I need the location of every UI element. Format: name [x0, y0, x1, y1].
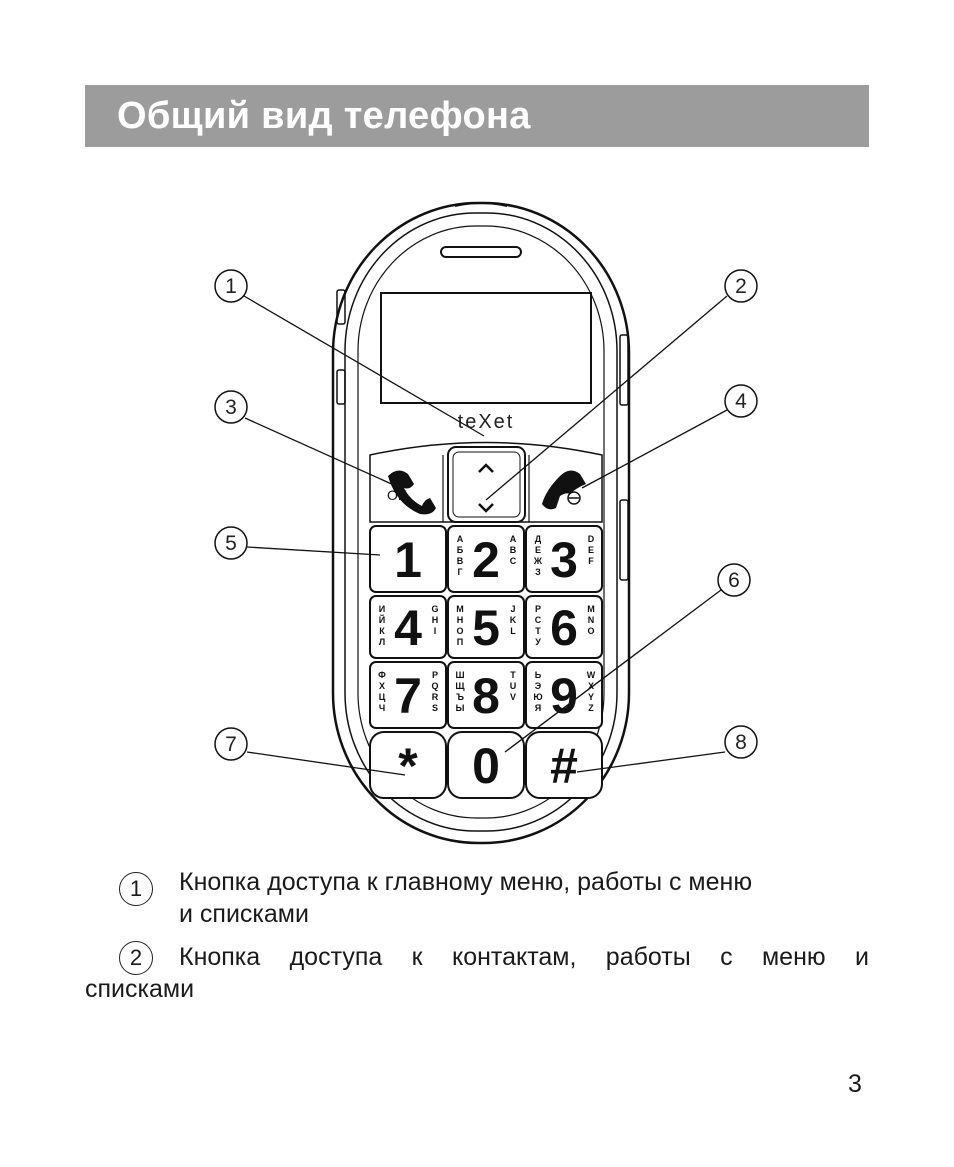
key-letters-cyrillic: Ц — [378, 692, 386, 702]
callout-number: 5 — [225, 532, 237, 555]
key-letters-cyrillic: К — [379, 626, 385, 636]
key-letters-cyrillic: Т — [535, 626, 541, 636]
key-letters-latin: J — [510, 604, 516, 614]
key-letters-latin: P — [431, 670, 439, 680]
callout-number: 3 — [225, 396, 237, 419]
key-0[interactable] — [448, 732, 524, 798]
key-letters-cyrillic: Ь — [534, 670, 542, 680]
key-letters-cyrillic: Н — [456, 615, 464, 625]
key-letters-cyrillic: Д — [534, 534, 542, 544]
callout-4 — [725, 385, 757, 417]
key-letters-cyrillic: Я — [534, 703, 542, 713]
callout-number: 7 — [225, 733, 237, 756]
key-digit: 3 — [550, 532, 578, 588]
callout-number: 4 — [735, 390, 747, 413]
key-letters-latin: M — [587, 604, 595, 614]
key-1[interactable] — [370, 526, 446, 592]
callout-number: 8 — [735, 731, 747, 754]
key-letters-latin: W — [586, 670, 596, 680]
key-letters-latin: X — [587, 681, 595, 691]
key-letters-cyrillic: Ш — [455, 670, 465, 680]
key-5[interactable] — [448, 596, 524, 658]
callout-2 — [725, 270, 757, 302]
key-letters-cyrillic: А — [456, 534, 464, 544]
key-letters-latin: F — [588, 556, 594, 566]
screen — [381, 293, 591, 403]
key-letters-latin: A — [509, 534, 517, 544]
key-hash[interactable] — [526, 732, 602, 798]
key-letters-cyrillic: Ю — [533, 692, 543, 702]
keypad — [370, 526, 602, 798]
key-letters-cyrillic: Р — [534, 604, 542, 614]
ok-label: OK — [387, 487, 408, 503]
key-digit: 1 — [394, 532, 422, 588]
key-letters-cyrillic: Ы — [455, 703, 465, 713]
key-letters-latin: Y — [587, 692, 595, 702]
key-letters-latin: O — [587, 626, 595, 636]
key-letters-latin: C — [509, 556, 517, 566]
key-digit: 9 — [550, 668, 578, 724]
callout-6 — [718, 564, 750, 596]
description-line: списками — [85, 975, 195, 1003]
key-letters-latin: N — [587, 615, 595, 625]
key-letters-cyrillic: М — [456, 604, 464, 614]
key-digit: # — [550, 738, 578, 794]
key-letters-cyrillic: П — [456, 637, 464, 647]
key-letters-cyrillic: Л — [378, 637, 386, 647]
key-digit: 5 — [472, 600, 500, 656]
key-star[interactable] — [370, 732, 446, 798]
key-letters-cyrillic: Э — [534, 681, 542, 691]
key-digit: 2 — [472, 532, 500, 588]
description-line: Кнопка доступа к главному меню, работы с меню — [179, 868, 753, 896]
key-digit: 7 — [394, 668, 422, 724]
key-letters-cyrillic: Ъ — [456, 692, 464, 702]
description-number: 2 — [119, 941, 153, 975]
key-letters-latin: Q — [431, 681, 439, 691]
key-letters-cyrillic: О — [456, 626, 464, 636]
key-letters-latin: L — [510, 626, 516, 636]
key-letters-cyrillic: Ж — [533, 556, 543, 566]
key-letters-latin: U — [509, 681, 517, 691]
callout-1 — [215, 270, 247, 302]
key-letters-cyrillic: Ч — [378, 703, 386, 713]
key-letters-cyrillic: З — [535, 567, 541, 577]
key-digit: 8 — [472, 668, 500, 724]
key-3[interactable] — [526, 526, 602, 592]
key-letters-latin: K — [509, 615, 517, 625]
key-letters-cyrillic: С — [534, 615, 542, 625]
key-letters-cyrillic: И — [378, 604, 386, 614]
key-2[interactable] — [448, 526, 524, 592]
key-letters-latin: B — [509, 545, 517, 555]
description-line: и списками — [179, 900, 309, 928]
key-letters-latin: V — [509, 692, 517, 702]
callout-8 — [725, 726, 757, 758]
callout-number: 2 — [735, 275, 747, 298]
callout-number: 6 — [728, 569, 740, 592]
section-title: Общий вид телефона — [117, 95, 531, 137]
key-letters-cyrillic: Х — [378, 681, 386, 691]
callout-5 — [215, 527, 247, 559]
description-number: 1 — [119, 872, 153, 906]
key-9[interactable] — [526, 662, 602, 728]
key-digit: 0 — [472, 738, 500, 794]
key-letters-cyrillic: Ф — [378, 670, 386, 680]
key-letters-cyrillic: У — [535, 637, 541, 647]
callout-number: 1 — [225, 275, 237, 298]
key-letters-latin: S — [431, 703, 439, 713]
key-digit: * — [398, 738, 418, 794]
key-letters-cyrillic: Й — [378, 615, 386, 625]
key-letters-cyrillic: Е — [534, 545, 542, 555]
key-letters-cyrillic: Б — [456, 545, 464, 555]
key-letters-cyrillic: Г — [457, 567, 463, 577]
key-letters-latin: T — [510, 670, 516, 680]
key-letters-latin: G — [431, 604, 439, 614]
key-7[interactable] — [370, 662, 446, 728]
page-number: 3 — [848, 1070, 862, 1098]
brand-logo: teXet — [457, 411, 515, 433]
callout-7 — [215, 728, 247, 760]
key-letters-latin: D — [587, 534, 595, 544]
key-letters-cyrillic: В — [456, 556, 464, 566]
key-letters-latin: E — [587, 545, 595, 555]
key-letters-latin: Z — [588, 703, 594, 713]
description-line: Кнопка доступа к контактам, работы с меню и — [179, 943, 869, 971]
key-letters-latin: I — [433, 626, 437, 636]
key-8[interactable] — [448, 662, 524, 728]
key-4[interactable] — [370, 596, 446, 658]
key-letters-latin: H — [431, 615, 439, 625]
key-digit: 4 — [394, 600, 422, 656]
callout-3 — [215, 391, 247, 423]
key-digit: 6 — [550, 600, 578, 656]
key-6[interactable] — [526, 596, 602, 658]
key-letters-cyrillic: Щ — [455, 681, 465, 691]
key-letters-latin: R — [431, 692, 439, 702]
